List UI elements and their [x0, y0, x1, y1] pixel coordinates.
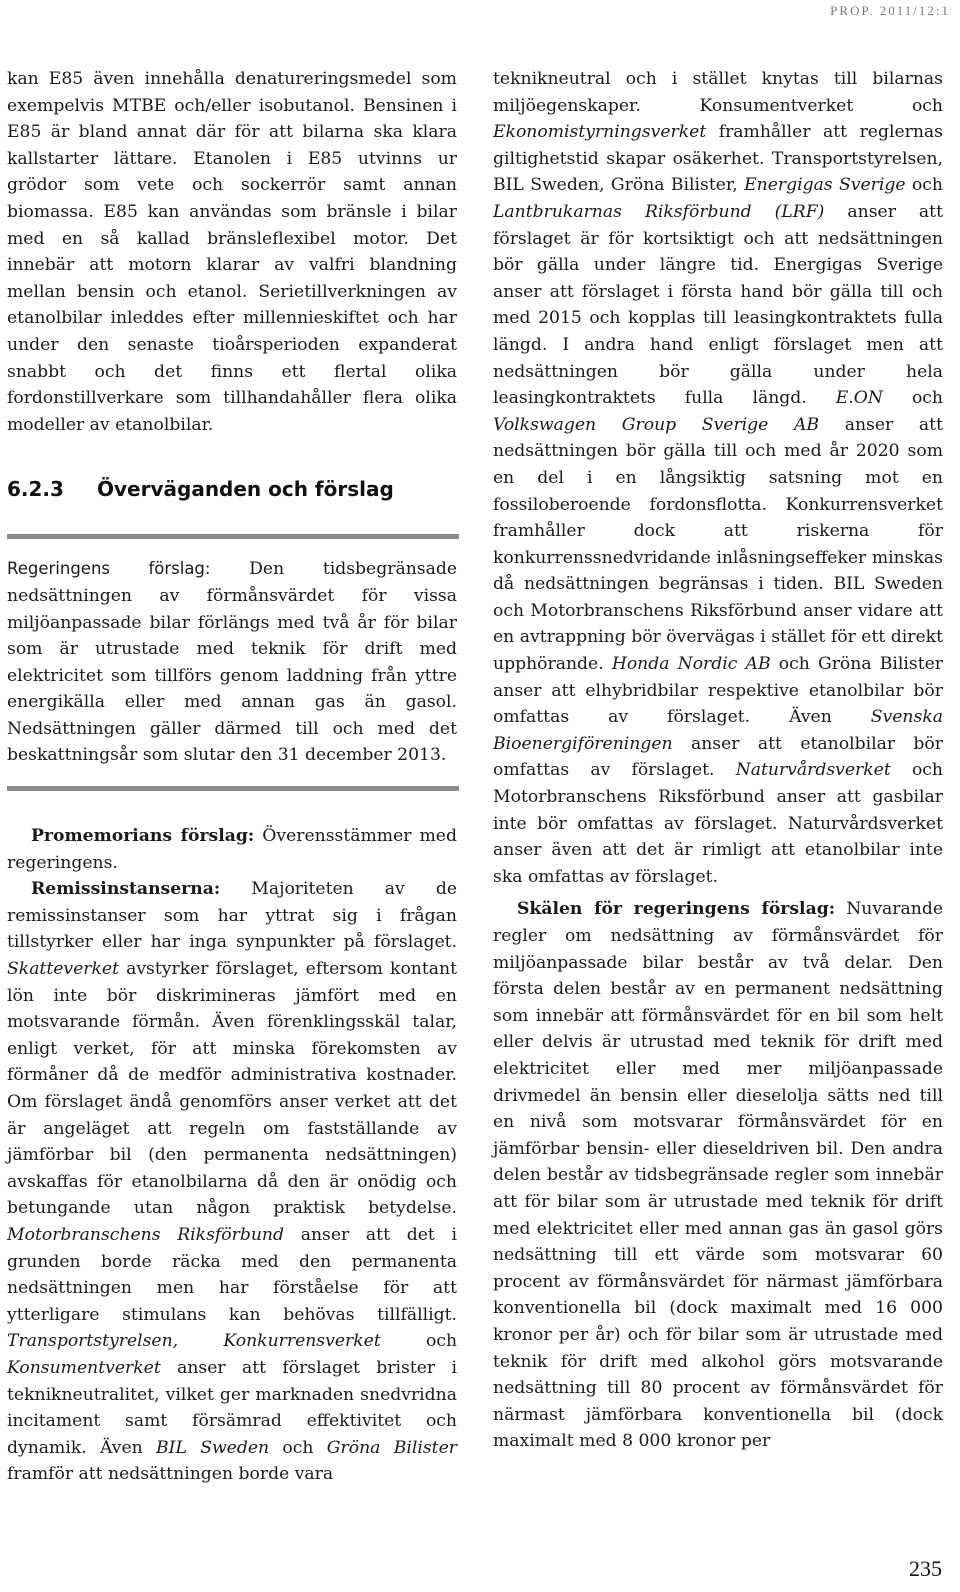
org-konsumentverket: Konsumentverket [7, 1357, 161, 1378]
reasons-paragraph [493, 896, 943, 1454]
paragraph-e85: kan E85 även innehålla denatureringsmedel som exempelvis MTBE och/eller isobutanol. Bensinen i E85 är bland annat där för att bilarna ska klara kallstarter lättare. Etanolen i E85 utvinns ur grödor som vete och sockerrör samt annan biomassa. E85 kan användas som bränsle i bilar med en så kallad bränsleflexibel motor. Det innebär att motorn klarar av valfri blandning mellan bensin och etanol. Serietillverkningen av etanolbilar inleddes efter millennieskiftet och har under den senaste tioårsperioden expanderat snabbt och det finns ett flertal olika fordonstillverkare som tillhandahåller flera olika modeller av etanolbilar. [7, 69, 457, 435]
section-number: 6.2.3 [7, 477, 64, 502]
consultation-text-2: avstyrker förslaget, eftersom kontant lön inte bör diskrimineras jämfört med en motsvarande förmån. Även förenklingsskäl talar, enligt verket, för att minska förekomsten av förmåner då de medför administrativa kostnader. Om förslaget ändå genomförs anser verket att det är angeläget att regeln om fastställande av jämförbar bil (den permanenta nedsättningen) avskaffas för etanolbilarna då den är onödig och betungande utan någon praktisk betydelse. [7, 959, 458, 1219]
box-bottom-rule [7, 786, 459, 791]
org-bil-sweden: BIL Sweden [156, 1437, 270, 1458]
reasons-label: Skälen för regeringens förslag: [517, 899, 836, 920]
right-column [493, 66, 943, 1455]
org-bioenergiforeningen: Svenska Bioenergiföreningen [493, 707, 943, 754]
document-reference: PROP. 2011/12:1 [830, 3, 950, 18]
cont-text-5: och [911, 388, 943, 409]
consultation-text-3: anser att det i grunden borde räcka med den permanenta nedsättningen men har förståelse för att ytterligare stimulans kan behövas tillfälligt. [7, 1224, 457, 1325]
cont-text-6: anser att nedsättningen bör gälla till och med år 2020 som en del i en långsiktig satsning mot en fossiloberoende fordonsflotta. Konkurrensverket framhåller dock att riskerna för konkurrenssnedvridande inlåsningseffeker minskas då nedsättningen begränsas i tiden. BIL Sweden och Motorbranschens Riksförbund anser vidare att en avtrappning bör övervägas i stället för ett direkt upphörande. [493, 414, 943, 675]
org-honda: Honda Nordic AB [611, 654, 771, 675]
consultation-text-5: anser att förslaget brister i teknikneutralitet, vilket ger marknaden snedvridna incitament samt försämrad effektivitet och dynamik. Även [7, 1357, 457, 1458]
cont-text-3: och [911, 175, 943, 196]
government-proposal-text: Den tidsbegränsade nedsättningen av förmånsvärdet för vissa miljöanpassade bilar förlängs med två år för bilar som är utrustade med teknik för drift med elektricitet som tillförs genom laddning från yttre energikälla eller med annan gas än gasol. Nedsättningen gäller därmed till och med det beskattningsår som slutar den 31 december 2013. [7, 559, 457, 766]
cont-text-2: framhåller att reglernas giltighetstid skapar osäkerhet. Transportstyrelsen, BIL Sweden, Gröna Bilister, [493, 122, 943, 196]
left-column [7, 66, 457, 1488]
org-ekonomistyrningsverket: Ekonomistyrningsverket [493, 122, 707, 143]
consultation-text-7: framför att nedsättningen borde vara [7, 1464, 334, 1485]
cont-text-1: teknikneutral och i stället knytas till bilarnas miljöegenskaper. Konsumentverket och [493, 69, 943, 116]
consultation-text-1: Majoriteten av de remissinstanser som har yttrat sig i frågan tillstyrker eller har inga synpunkter på förslaget. [7, 879, 457, 953]
section-heading [7, 476, 457, 502]
consultation-continued [493, 66, 943, 890]
government-proposal-label: Regeringens förslag: [7, 559, 211, 579]
government-proposal [7, 556, 457, 769]
memorandum-label: Promemorians förslag: [31, 826, 255, 847]
reasons-text: Nuvarande regler om nedsättning av förmånsvärdet för miljöanpassade bilar består av två delar. Den första delen består av en permanent nedsättning som innebär att förmånsvärdet för en bil som helt eller delvis är utrustad med teknik för drift med elektricitet eller med mer miljöanpassade drivmedel än bensin eller dieselolja sätts ned till en nivå som motsvarar förmånsvärdet för en jämförbar bensin- eller dieseldriven bil. Den andra delen består av tidsbegränsade regler som innebär att för bilar som är utrustade med teknik för drift med elektricitet eller med annan gas än gasol görs nedsättning till ett värde som motsvarar 60 procent av förmånsvärdet för närmast jämförbara konventionella bil (dock maximalt med 16 000 kronor per år) och för bilar som är utrustade med teknik för drift med alkohol görs motsvarande nedsättning till 80 procent av förmånsvärdet för närmast jämförbara konventionella bil (dock maximalt med 8 000 kronor per [493, 899, 943, 1452]
consultation-text-4: och [425, 1331, 458, 1352]
cont-text-4: anser att förslaget är för kortsiktigt och att nedsättningen bör gälla under längre tid. Energigas Sverige anser att förslaget i första hand bör gälla till och med 2015 och kopplas till leasingkontraktets fulla längd. I andra hand enligt förslaget men att nedsättningen bör gälla under hela leasingkontraktets fulla längd. [493, 201, 943, 409]
page-number: 235 [909, 1556, 942, 1581]
org-transportstyrelsen: Transportstyrelsen, Konkurrensverket [7, 1331, 381, 1352]
section-title: Överväganden och förslag [97, 477, 394, 502]
org-naturvardsverket: Naturvårdsverket [735, 760, 891, 781]
org-motorbranschens: Motorbranschens Riksförbund [7, 1224, 284, 1245]
memorandum-proposal [7, 823, 457, 876]
cont-text-9: och Motorbranschens Riksförbund anser att gasbilar inte bör omfattas av förslaget. Naturvårdsverket anser även att det är rimligt att etanolbilar inte ska omfattas av förslaget. [493, 760, 943, 887]
memorandum-text: Överensstämmer med regeringens. [7, 826, 457, 873]
cont-text-8: anser att etanolbilar bör omfattas av förslaget. [493, 733, 943, 781]
org-volkswagen: Volkswagen Group Sverige AB [493, 414, 820, 435]
org-energigas-sverige: Energigas Sverige [744, 175, 906, 196]
org-eon: E.ON [835, 388, 883, 409]
box-top-rule [7, 534, 459, 539]
org-skatteverket: Skatteverket [7, 959, 120, 980]
org-grona-bilister: Gröna Bilister [326, 1437, 457, 1458]
consultation-text-6: och [282, 1437, 314, 1458]
cont-text-7: och Gröna Bilister anser att elhybridbilar respektive etanolbilar bör omfattas av förslaget. Även [493, 654, 943, 728]
consultation-bodies [7, 876, 457, 1488]
consultation-label: Remissinstanserna: [31, 879, 221, 900]
org-lrf: Lantbrukarnas Riksförbund (LRF) [493, 201, 825, 222]
